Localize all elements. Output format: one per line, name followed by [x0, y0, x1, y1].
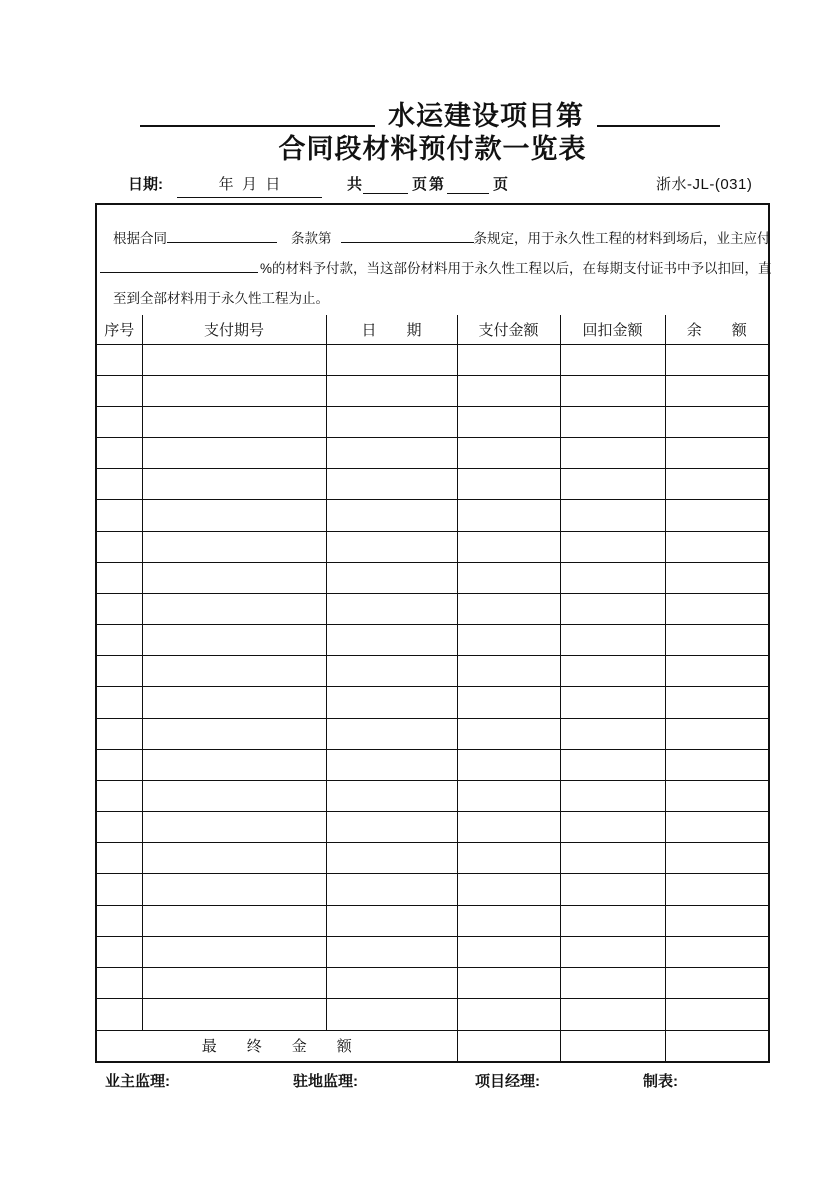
table-cell	[97, 625, 142, 656]
table-cell	[665, 936, 768, 967]
table-cell	[665, 718, 768, 749]
table-cell	[142, 812, 326, 843]
table-cell	[457, 718, 560, 749]
table-cell	[97, 749, 142, 780]
table-cell	[665, 687, 768, 718]
final-balance-cell	[665, 1030, 768, 1061]
intro-line2-post: %的材料予付款，当这部份材料用于永久性工程以后，在每期支付证书中予以扣回，直	[260, 261, 772, 276]
table-cell	[457, 438, 560, 469]
table-cell	[97, 562, 142, 593]
table-cell	[326, 344, 457, 375]
table-cell	[560, 531, 665, 562]
table-cell	[665, 874, 768, 905]
table-cell	[326, 469, 457, 500]
pages-total-label: 共	[347, 176, 363, 193]
header-cell-date: 日 期	[326, 315, 457, 344]
table-cell	[326, 718, 457, 749]
table-cell	[97, 843, 142, 874]
table-cell	[457, 531, 560, 562]
table-cell	[142, 936, 326, 967]
table-row	[97, 718, 768, 749]
table-body	[97, 344, 768, 1061]
table-row	[97, 843, 768, 874]
table-cell	[142, 749, 326, 780]
table-row	[97, 999, 768, 1030]
title-row	[140, 92, 720, 131]
table-cell	[560, 562, 665, 593]
table-cell	[142, 656, 326, 687]
table-cell	[665, 749, 768, 780]
project-manager-label: 项目经理:	[475, 1073, 540, 1090]
table-cell	[326, 905, 457, 936]
table-cell	[97, 531, 142, 562]
table-row	[97, 531, 768, 562]
table-cell	[326, 812, 457, 843]
table-cell	[326, 375, 457, 406]
table-cell	[665, 625, 768, 656]
table-cell	[142, 905, 326, 936]
table-cell	[560, 656, 665, 687]
table-row	[97, 749, 768, 780]
intro-line1-mid: 条款第	[291, 231, 332, 246]
table-cell	[457, 375, 560, 406]
final-payment-cell	[457, 1030, 560, 1061]
table-cell	[326, 687, 457, 718]
intro-line-1	[97, 224, 771, 254]
table-cell	[665, 656, 768, 687]
table-cell	[457, 905, 560, 936]
table-cell	[457, 625, 560, 656]
page-unit-label-2: 页	[493, 176, 509, 193]
table-cell	[560, 406, 665, 437]
table-cell	[326, 967, 457, 998]
table-cell	[560, 438, 665, 469]
table-cell	[97, 500, 142, 531]
table-cell	[142, 531, 326, 562]
table-cell	[560, 999, 665, 1030]
table-cell	[457, 656, 560, 687]
table-row	[97, 656, 768, 687]
table-cell	[97, 375, 142, 406]
table-cell	[142, 562, 326, 593]
table-cell	[457, 500, 560, 531]
table-row	[97, 687, 768, 718]
table-cell	[560, 625, 665, 656]
table-cell	[665, 344, 768, 375]
final-deduct-cell	[560, 1030, 665, 1061]
intro-line3-text: 至到全部材料用于永久性工程为止。	[113, 291, 329, 306]
table-cell	[97, 344, 142, 375]
header-cell-payment: 支付金额	[457, 315, 560, 344]
table-cell	[142, 718, 326, 749]
intro-line1-pre: 根据合同	[113, 231, 167, 246]
final-amount-row	[97, 1030, 768, 1061]
final-amount-label: 最 终 金 额	[97, 1030, 457, 1061]
table-cell	[560, 500, 665, 531]
table-cell	[326, 562, 457, 593]
table-cell	[142, 625, 326, 656]
owner-supervisor-label: 业主监理:	[105, 1073, 170, 1090]
table-cell	[97, 812, 142, 843]
table-cell	[457, 967, 560, 998]
table-cell	[142, 874, 326, 905]
table-cell	[560, 812, 665, 843]
table-cell	[457, 687, 560, 718]
date-blank-field: 年 月 日	[177, 173, 322, 198]
table-cell	[560, 749, 665, 780]
table-cell	[665, 999, 768, 1030]
header-cell-deduct: 回扣金额	[560, 315, 665, 344]
table-row	[97, 905, 768, 936]
table-cell	[97, 593, 142, 624]
table-cell	[560, 593, 665, 624]
table-cell	[326, 500, 457, 531]
table-cell	[326, 438, 457, 469]
table-cell	[326, 749, 457, 780]
payment-table	[97, 315, 768, 1061]
intro-line-2	[97, 254, 772, 284]
table-cell	[97, 656, 142, 687]
table-cell	[665, 438, 768, 469]
table-cell	[560, 936, 665, 967]
header-cell-balance: 余 额	[665, 315, 768, 344]
table-cell	[560, 687, 665, 718]
table-row	[97, 375, 768, 406]
table-row	[97, 469, 768, 500]
table-cell	[560, 375, 665, 406]
table-row	[97, 438, 768, 469]
clause-number-blank-field	[341, 227, 474, 243]
table-cell	[457, 344, 560, 375]
table-cell	[97, 780, 142, 811]
table-row	[97, 780, 768, 811]
table-cell	[326, 593, 457, 624]
pages-total-blank-field	[363, 173, 408, 194]
table-cell	[326, 625, 457, 656]
preparer-label: 制表:	[643, 1073, 678, 1090]
table-cell	[665, 406, 768, 437]
table-row	[97, 936, 768, 967]
table-header-row	[97, 315, 768, 344]
signature-footer	[0, 1070, 838, 1096]
table-cell	[457, 874, 560, 905]
table-cell	[665, 562, 768, 593]
date-label: 日期:	[128, 176, 163, 193]
table-cell	[665, 812, 768, 843]
table-cell	[97, 874, 142, 905]
table-cell	[326, 406, 457, 437]
resident-supervisor-label: 驻地监理:	[293, 1073, 358, 1090]
table-cell	[665, 500, 768, 531]
table-cell	[142, 375, 326, 406]
page-title: 水运建设项目第	[388, 101, 584, 131]
page-number-blank-field	[447, 173, 489, 194]
table-row	[97, 344, 768, 375]
table-cell	[97, 967, 142, 998]
table-cell	[326, 999, 457, 1030]
table-cell	[457, 406, 560, 437]
table-cell	[326, 936, 457, 967]
table-row	[97, 500, 768, 531]
table-cell	[142, 780, 326, 811]
table-cell	[560, 718, 665, 749]
table-cell	[457, 812, 560, 843]
table-cell	[142, 843, 326, 874]
table-cell	[97, 406, 142, 437]
header-cell-index: 序号	[97, 315, 142, 344]
table-row	[97, 406, 768, 437]
page-ordinal-label: 第	[429, 176, 445, 193]
intro-paragraph	[97, 205, 772, 315]
table-cell	[457, 593, 560, 624]
table-cell	[142, 687, 326, 718]
table-cell	[142, 406, 326, 437]
table-cell	[142, 967, 326, 998]
table-cell	[142, 593, 326, 624]
table-cell	[665, 843, 768, 874]
table-cell	[97, 687, 142, 718]
table-cell	[142, 344, 326, 375]
table-cell	[97, 469, 142, 500]
table-cell	[457, 936, 560, 967]
intro-line-3	[97, 284, 768, 314]
table-cell	[457, 843, 560, 874]
contract-clause-blank-field	[167, 227, 277, 243]
table-row	[97, 625, 768, 656]
table-cell	[457, 469, 560, 500]
table-cell	[326, 843, 457, 874]
table-row	[97, 562, 768, 593]
table-cell	[457, 999, 560, 1030]
table-cell	[457, 562, 560, 593]
date-row	[0, 171, 838, 196]
table-row	[97, 593, 768, 624]
table-row	[97, 874, 768, 905]
page-subtitle: 合同段材料预付款一览表	[278, 134, 587, 164]
table-cell	[97, 999, 142, 1030]
form-code: 浙水-JL-(031)	[656, 176, 753, 193]
table-cell	[97, 905, 142, 936]
table-row	[97, 812, 768, 843]
table-cell	[665, 780, 768, 811]
percentage-blank-field	[100, 257, 258, 273]
table-cell	[665, 967, 768, 998]
table-cell	[97, 718, 142, 749]
table-cell	[142, 469, 326, 500]
table-cell	[457, 749, 560, 780]
table-cell	[97, 438, 142, 469]
main-box	[95, 203, 770, 1063]
table-cell	[142, 438, 326, 469]
table-cell	[560, 344, 665, 375]
table-cell	[560, 967, 665, 998]
table-cell	[97, 936, 142, 967]
intro-line1-post: 条规定，用于永久性工程的材料到场后，业主应付	[473, 231, 771, 246]
table-cell	[560, 843, 665, 874]
table-cell	[326, 531, 457, 562]
table-cell	[560, 874, 665, 905]
table-cell	[665, 469, 768, 500]
page-unit-label-1: 页	[412, 176, 428, 193]
table-cell	[326, 656, 457, 687]
table-cell	[665, 531, 768, 562]
table-cell	[560, 780, 665, 811]
table-row	[97, 967, 768, 998]
table-cell	[665, 593, 768, 624]
table-cell	[560, 469, 665, 500]
table-cell	[142, 500, 326, 531]
table-cell	[560, 905, 665, 936]
table-cell	[142, 999, 326, 1030]
header-cell-period: 支付期号	[142, 315, 326, 344]
table-cell	[665, 905, 768, 936]
table-cell	[326, 874, 457, 905]
table-cell	[457, 780, 560, 811]
table-cell	[326, 780, 457, 811]
table-cell	[665, 375, 768, 406]
